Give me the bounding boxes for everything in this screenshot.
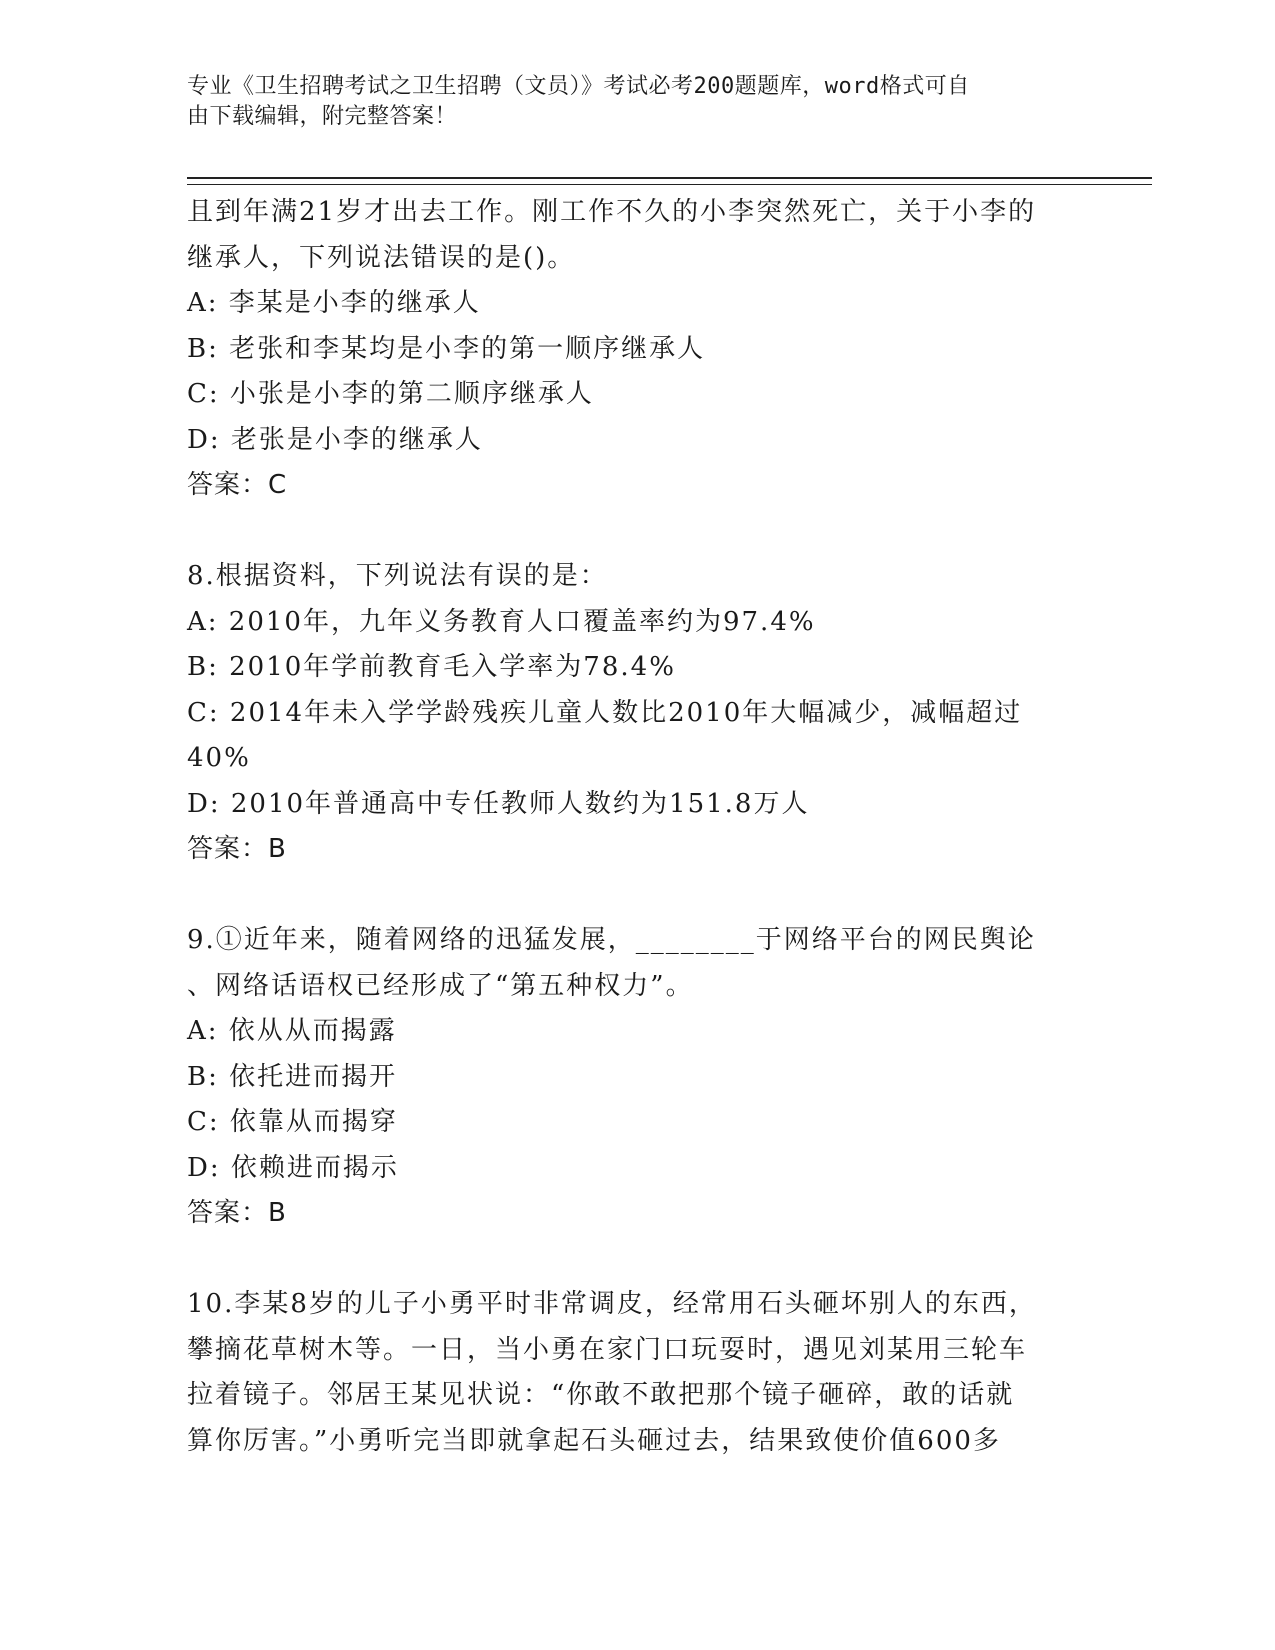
question-10-stem-line-1: 10.李某8岁的儿子小勇平时非常调皮，经常用石头砸坏别人的东西， bbox=[187, 1289, 1037, 1319]
question-10-stem-line-3: 拉着镜子。邻居王某见状说：“你敢不敢把那个镜子砸碎，敢的话就 bbox=[187, 1380, 1015, 1410]
question-8-option-d: D: 2010年普通高中专任教师人数约为151.8万人 bbox=[187, 788, 810, 819]
question-7-stem-line-2: 继承人，下列说法错误的是()。 bbox=[187, 242, 576, 273]
question-9-option-a: A: 依从从而揭露 bbox=[187, 1016, 397, 1046]
question-spacer bbox=[187, 873, 1087, 919]
header-divider-thick bbox=[187, 177, 1152, 179]
question-10-stem-line-4: 算你厉害。”小勇听完当即就拿起石头砸过去，结果致使价值600多 bbox=[187, 1425, 1001, 1456]
header-divider-thin bbox=[187, 184, 1152, 185]
question-8-stem: 8.根据资料，下列说法有误的是： bbox=[187, 561, 608, 591]
question-8 bbox=[187, 554, 1087, 873]
question-10-stem-line-2: 攀摘花草树木等。一日，当小勇在家门口玩耍时，遇见刘某用三轮车 bbox=[187, 1334, 1028, 1365]
question-9-option-c: C: 依靠从而揭穿 bbox=[187, 1107, 398, 1137]
question-7-option-a: A: 李某是小李的继承人 bbox=[187, 288, 481, 318]
header-line-2: 由下载编辑，附完整答案！ bbox=[187, 104, 458, 129]
question-9 bbox=[187, 918, 1087, 1237]
question-spacer bbox=[187, 1237, 1087, 1283]
question-7-option-c: C: 小张是小李的第二顺序继承人 bbox=[187, 379, 594, 409]
question-8-option-b: B: 2010年学前教育毛入学率为78.4% bbox=[187, 652, 676, 682]
question-8-answer: 答案：B bbox=[187, 834, 287, 864]
question-8-option-a: A: 2010年，九年义务教育人口覆盖率约为97.4% bbox=[187, 606, 816, 637]
question-spacer bbox=[187, 509, 1087, 555]
question-9-option-d: D: 依赖进而揭示 bbox=[187, 1152, 399, 1183]
question-8-option-c-line-2: 40% bbox=[187, 743, 251, 773]
question-10 bbox=[187, 1282, 1087, 1464]
question-7-option-d: D: 老张是小李的继承人 bbox=[187, 424, 483, 455]
question-7 bbox=[187, 190, 1087, 509]
document-header bbox=[187, 72, 1087, 132]
question-9-option-b: B: 依托进而揭开 bbox=[187, 1061, 398, 1092]
question-7-stem-line-1: 且到年满21岁才出去工作。刚工作不久的小李突然死亡，关于小李的 bbox=[187, 197, 1037, 227]
header-line-1: 专业《卫生招聘考试之卫生招聘（文员）》考试必考200题题库，word格式可自 bbox=[187, 74, 970, 99]
question-8-option-c-line-1: C: 2014年未入学学龄残疾儿童人数比2010年大幅减少，减幅超过 bbox=[187, 697, 1023, 728]
question-7-answer: 答案：C bbox=[187, 470, 288, 500]
question-9-answer: 答案：B bbox=[187, 1198, 287, 1228]
question-9-stem-line-1: 9.①近年来，随着网络的迅猛发展，________于网络平台的网民舆论 bbox=[187, 925, 1036, 955]
question-7-option-b: B: 老张和李某均是小李的第一顺序继承人 bbox=[187, 333, 706, 364]
question-9-stem-line-2: 、网络话语权已经形成了“第五种权力”。 bbox=[187, 970, 694, 1001]
question-content bbox=[187, 190, 1087, 1464]
